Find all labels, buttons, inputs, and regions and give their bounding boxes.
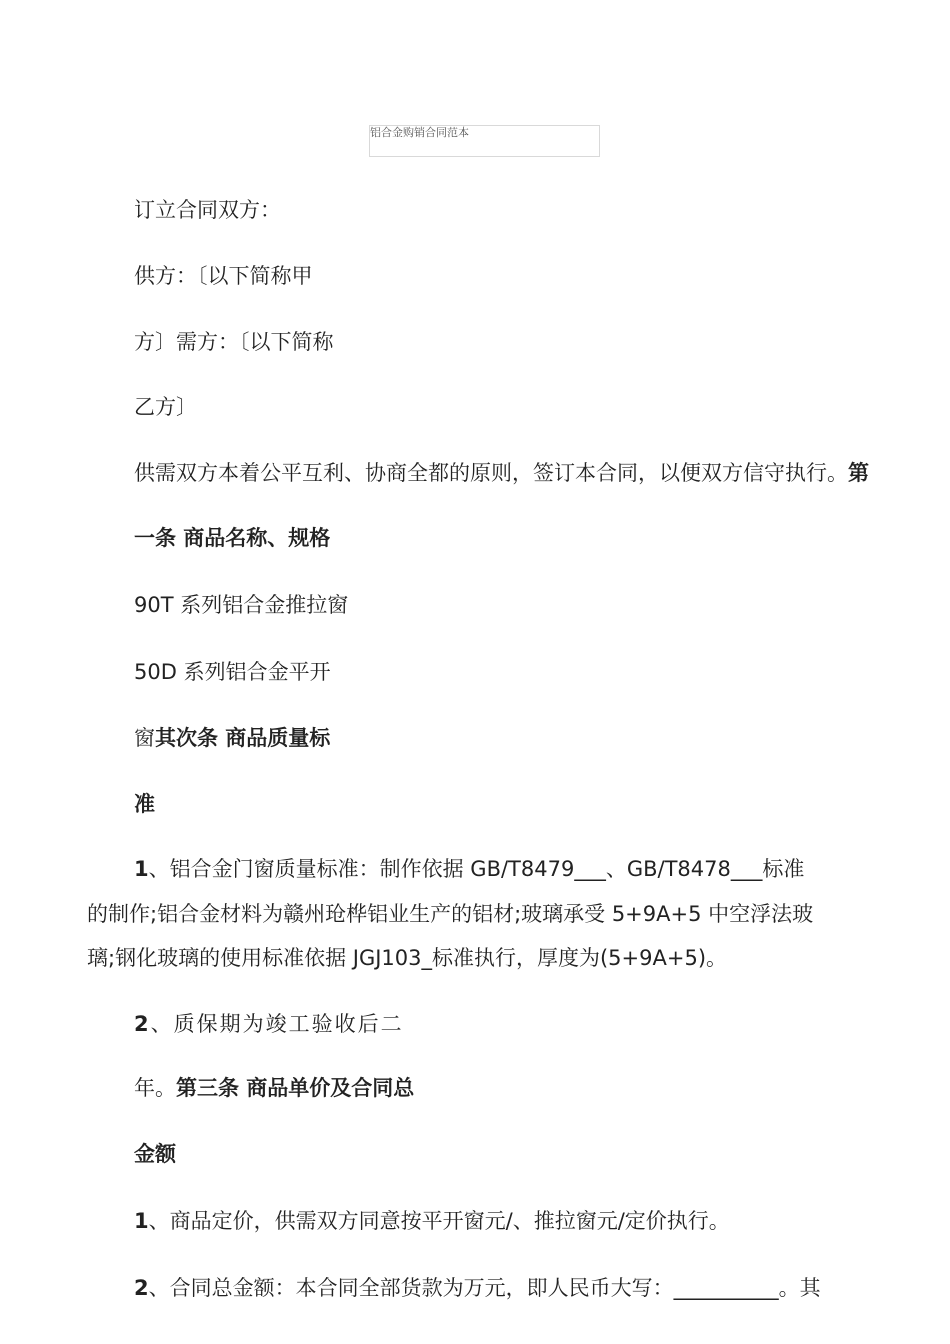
clause-text: 、质保期为竣工验收后二 [150,1012,404,1036]
article-2-heading: 其次条 商品质量标 [155,726,331,750]
party-b-line: 乙方〕 [134,395,197,419]
header-title-box [369,125,600,157]
header-title: 铝合金购销合同范本 [370,126,469,139]
article-3-heading-end: 金额 [134,1142,176,1166]
clause-number: 2 [134,1276,149,1300]
clause-number: 2 [134,1012,151,1036]
supplier-line: 供方：〔以下简称甲 [134,264,313,288]
clause-number: 1 [134,857,149,881]
warranty-clause [134,1010,404,1038]
clause-number: 1 [134,1209,149,1233]
product-item-2-end: 窗 [134,726,155,750]
preamble-text: 供需双方本着公平互利、协商全都的原则，签订本合同，以便双方信守执行。 [134,461,848,485]
preamble-line [134,459,869,487]
quality-clause-1-end: 璃;钢化玻璃的使用标准依据 JGJ103_标准执行，厚度为(5+9A+5)。 [87,946,728,970]
buyer-line: 方〕需方：〔以下简称 [134,330,334,354]
article-3-heading: 第三条 商品单价及合同总 [176,1076,415,1100]
parties-heading: 订立合同双方： [134,198,281,222]
pricing-clause-2 [134,1274,821,1302]
product-item-2: 50D 系列铝合金平开 [134,660,331,684]
clause-text: 、合同总金额：本合同全部货款为万元，即人民币大写：__________。其 [148,1276,821,1300]
article-1-heading: 一条 商品名称、规格 [134,526,331,550]
quality-clause-1 [134,855,804,883]
article-2-line [134,724,330,752]
article-1-start: 第 [848,461,869,485]
warranty-clause-end: 年。 [134,1076,176,1100]
article-3-line [134,1074,414,1102]
quality-clause-1-cont: 的制作;铝合金材料为赣州玱桦铝业生产的铝材;玻璃承受 5+9A+5 中空浮法玻 [87,902,814,926]
clause-text: 、商品定价，供需双方同意按平开窗元/、推拉窗元/定价执行。 [148,1209,730,1233]
clause-text: 、铝合金门窗质量标准：制作依据 GB/T8479___、GB/T8478___标准 [148,857,805,881]
article-2-heading-end: 准 [134,792,155,816]
product-item-1: 90T 系列铝合金推拉窗 [134,593,349,617]
pricing-clause-1 [134,1207,730,1235]
